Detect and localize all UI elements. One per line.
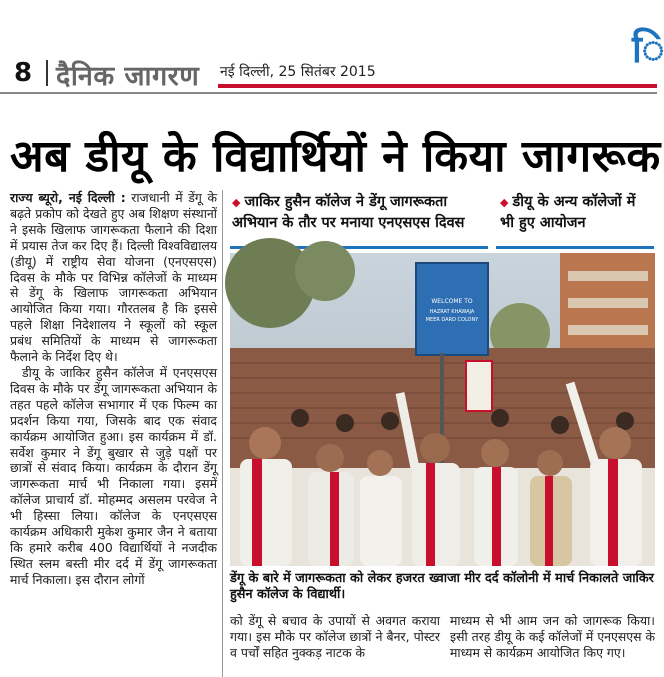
- column-3-text: माध्यम से भी आम जन को जागरूक किया। इसी तरह डीयू के कई कॉलेजों में एनएसएस के माध्यम से कार्यक्रम आयोजित किए गए।: [450, 613, 655, 660]
- subhead-right-rule: [496, 246, 654, 249]
- colony-banner-line2: HAZRAT KHAWAJA: [429, 309, 475, 315]
- section-logo-fragment: ि: [632, 27, 664, 71]
- masthead-red-rule: [218, 84, 657, 88]
- page-headline: अब डीयू के विद्यार्थियों ने किया जागरूक: [10, 131, 661, 182]
- byline: राज्य ब्यूरो, नई दिल्ली :: [10, 190, 126, 205]
- photo-caption: डेंगू के बारे में जागरूकता को लेकर हजरत ख्वाजा मीर दर्द कॉलोनी में मार्च निकालते जाकिर हुसैन कॉलेज के विद्यार्थी।: [230, 571, 654, 602]
- column-divider: [222, 190, 223, 677]
- newspaper-brand: दैनिक जागरण: [56, 61, 200, 92]
- news-photo: [230, 253, 655, 566]
- lead-text: राजधानी में डेंगू के बढ़ते प्रकोप को देखते हुए अब शिक्षण संस्थानों ने इसके खिलाफ जागरूकता फैलाने की दिशा में प्रयास तेज कर दिए हैं। दिल्ली विश्वविद्यालय (डीयू) में राष्ट्रीय सेवा योजना (एनएसएस) दिवस के मौके पर विभिन्न कॉलेजों के माध्यम से डेंगू के खिलाफ जागरूकता अभियान आयोजित किया गया। गौरतलब है कि इससे पहले शिक्षा निदेशालय ने स्कूलों को स्कूल प्रबंध समितियों के माध्यम से जागरूकता फैलाने के निर्देश दिए थे।: [10, 190, 217, 365]
- colony-banner-line3: MEER DARD COLONY: [425, 317, 479, 323]
- diamond-bullet-icon: ◆: [232, 196, 241, 209]
- subhead-left-text: जाकिर हुसैन कॉलेज ने डेंगू जागरूकता अभियान के तौर पर मनाया एनएसएस दिवस: [232, 194, 465, 231]
- article-column-2: [230, 613, 440, 677]
- subhead-right: [500, 192, 652, 234]
- colony-banner-line1: WELCOME TO: [431, 298, 473, 305]
- masthead-divider: [46, 60, 48, 86]
- column-2-text: को डेंगू से बचाव के उपायों से अवगत कराया गया। इस मौके पर कॉलेज छात्रों ने बैनर, पोस्टर व पर्चों सहित नुक्कड़ नाटक के: [230, 613, 440, 660]
- diamond-bullet-icon: ◆: [500, 196, 509, 209]
- subhead-left: [232, 192, 494, 234]
- masthead-grey-rule: [0, 92, 657, 94]
- article-column-1: [10, 190, 217, 674]
- article-column-3: [450, 613, 655, 677]
- lead-paragraph: [10, 190, 217, 365]
- dateline: नई दिल्ली, 25 सितंबर 2015: [220, 64, 376, 80]
- subhead-right-text: डीयू के अन्य कॉलेजों में भी हुए आयोजन: [500, 194, 636, 231]
- body-paragraph: डीयू के जाकिर हुसैन कॉलेज में एनएसएस दिवस के मौके पर डेंगू जागरूकता अभियान के तहत पहले कॉलेज सभागार में एक फिल्म का प्रदर्शन किया गया, जिसके बाद एक संवाद कार्यक्रम आयोजित हुआ। इस कार्यक्रम में डॉ. सर्वेश कुमार ने डेंगू बुखार से जुड़े पक्षों पर छात्रों से संवाद किया। कार्यक्रम के दौरान डेंगू जागरूकता मार्च भी निकाला गया। इसमें कॉलेज प्राचार्य डॉ. मोहम्मद असलम परवेज ने भी हिस्सा लिया। कॉलेज के एनएसएस कार्यक्रम अधिकारी मुकेश कुमार जैन ने बताया कि हमारे करीब 400 विद्यार्थियों ने नजदीक स्थित स्लम बस्ती मीर दर्द में डेंगू जागरूकता मार्च निकाला। इस दौरान लोगों: [10, 364, 217, 587]
- page-number: 8: [14, 58, 33, 88]
- photo-illustration: [230, 253, 655, 566]
